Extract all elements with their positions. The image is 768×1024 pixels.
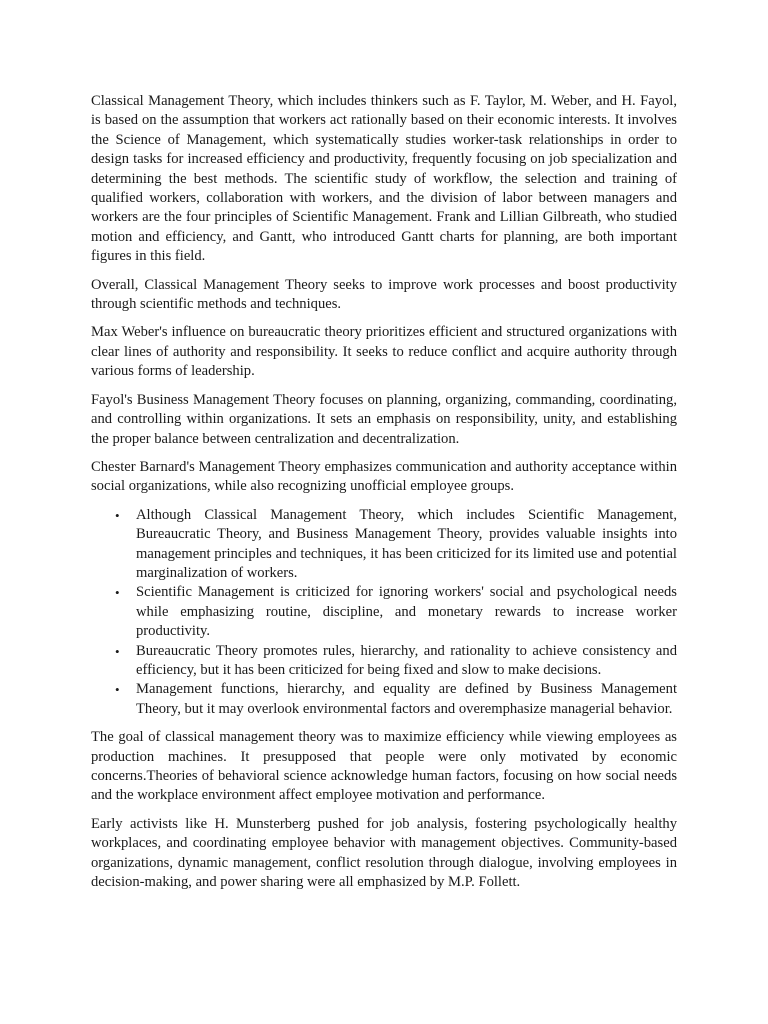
bullet-item-criticism-overall [115,506,677,584]
bullet-text: Scientific Management is criticized for ignoring workers' social and psychological needs while emphasizing routine, discipline, and monetary rewards to increase worker productivity. [136,584,677,640]
paragraph-fayol-business: Fayol's Business Management Theory focuses on planning, organizing, commanding, coordinating, and controlling within organizations. It sets an emphasis on responsibility, unity, and establishing the proper balance between centralization and decentralization. [91,391,677,447]
bullet-text: Although Classical Management Theory, which includes Scientific Management, Bureaucratic Theory, and Business Management Theory, provides valuable insights into management principles and techniques, it has been criticized for its limited use and potential marginalization of workers. [136,506,677,581]
criticism-bullet-list [91,506,677,719]
document-page [91,92,677,901]
bullet-dot-icon: • [115,643,120,659]
bullet-item-scientific-management [115,583,677,641]
paragraph-classical-theory: Classical Management Theory, which includes thinkers such as F. Taylor, M. Weber, and H. Fayol, is based on the assumption that workers act rationally based on their economic interests. It involves the Science of Management, which systematically studies worker-task relationships in order to design tasks for increased efficiency and productivity, frequently focusing on job specialization and determining the best methods. The scientific study of workflow, the selection and training of qualified workers, collaboration with workers, and the division of labor between managers and workers are the four principles of Scientific Management. Frank and Lillian Gilbreath, who studied motion and efficiency, and Gantt, who introduced Gantt charts for planning, are both important figures in this field. [91,93,677,265]
bullet-dot-icon: • [115,682,120,698]
bullet-item-business-management [115,680,677,719]
bullet-text: Management functions, hierarchy, and equality are defined by Business Management Theory, but it may overlook environmental factors and overemphasize managerial behavior. [136,681,677,717]
bullet-dot-icon: • [115,585,120,601]
bullet-item-bureaucratic-theory [115,642,677,681]
paragraph-overall-summary: Overall, Classical Management Theory seeks to improve work processes and boost productivity through scientific methods and techniques. [91,276,677,313]
paragraph-munsterberg-follett: Early activists like H. Munsterberg pushed for job analysis, fostering psychologically healthy workplaces, and coordinating employee behavior with management objectives. Community-based organizations, dynamic management, conflict resolution through dialogue, involving employees in decision-making, and power sharing were all emphasized by M.P. Follett. [91,815,677,891]
paragraph-barnard-theory: Chester Barnard's Management Theory emphasizes communication and authority acceptance within social organizations, while also recognizing unofficial employee groups. [91,458,677,495]
bullet-text: Bureaucratic Theory promotes rules, hierarchy, and rationality to achieve consistency and efficiency, but it has been criticized for being fixed and slow to make decisions. [136,642,677,678]
paragraph-behavioral-goal: The goal of classical management theory was to maximize efficiency while viewing employees as production machines. It presupposed that people were only motivated by economic concerns.Theories of behavioral science acknowledge human factors, focusing on how social needs and the workplace environment affect employee motivation and performance. [91,729,677,804]
paragraph-weber-bureaucracy: Max Weber's influence on bureaucratic theory prioritizes efficient and structured organizations with clear lines of authority and responsibility. It seeks to reduce conflict and acquire authority through various forms of leadership. [91,324,677,380]
bullet-dot-icon: • [115,507,120,523]
